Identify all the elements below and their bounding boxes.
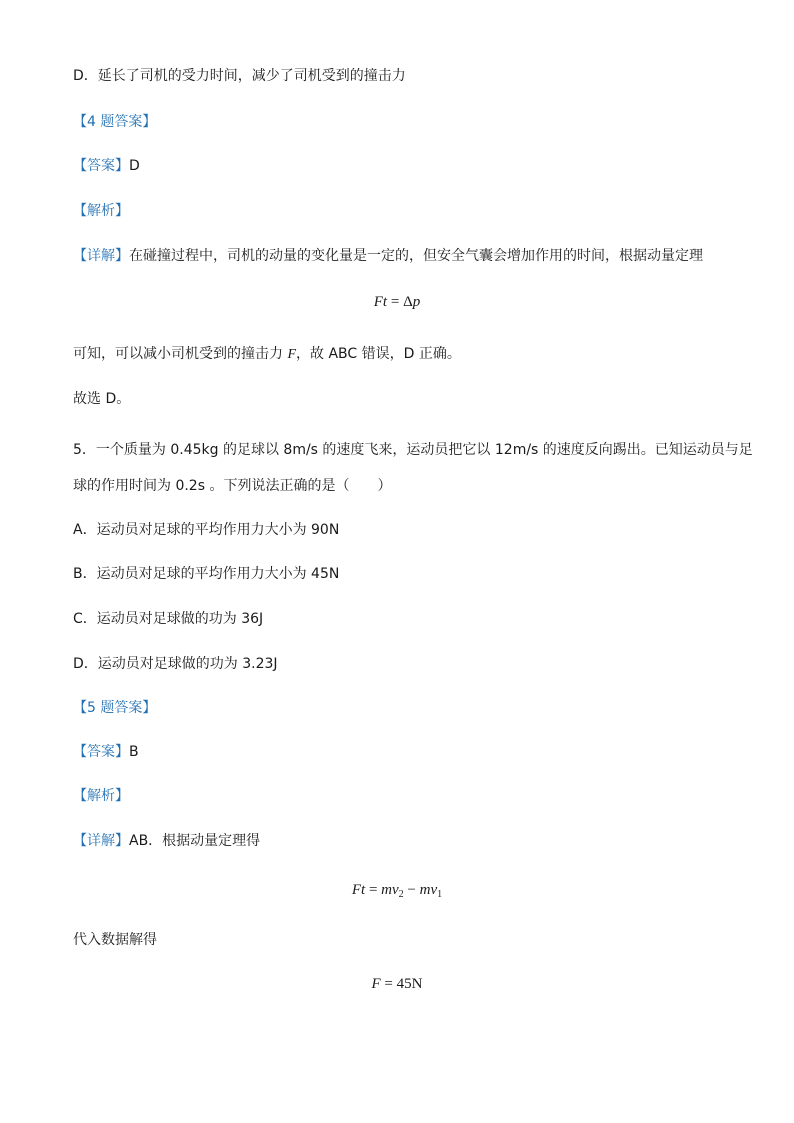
q5-f2-lhs: F	[371, 976, 381, 992]
q4-formula-delta: Δ	[403, 294, 413, 310]
q5-f1-sub1: 2	[398, 889, 404, 900]
q5-detail	[73, 831, 260, 851]
q4-detail	[73, 246, 703, 266]
q5-detail-text: AB．根据动量定理得	[129, 833, 261, 849]
q5-substitute: 代入数据解得	[73, 932, 157, 948]
q5-analysis-tag: 【解析】	[73, 788, 129, 804]
q5-f1-lhs: Ft	[351, 882, 366, 898]
q4-conclusion-b: ，故 ABC 错误，D 正确。	[296, 346, 461, 362]
q4-analysis-tag: 【解析】	[73, 203, 129, 219]
prev-option-d: D．延长了司机的受力时间，减少了司机受到的撞击力	[73, 68, 406, 84]
q5-option-a: A．运动员对足球的平均作用力大小为 90N	[73, 522, 340, 538]
q4-formula-p: p	[412, 294, 421, 310]
q4-answer	[73, 156, 140, 176]
q4-answer-value: D	[129, 158, 140, 174]
q5-f1-term1: mv	[381, 882, 399, 898]
q5-option-c: C．运动员对足球做的功为 36J	[73, 611, 264, 627]
q5-answer-tag: 【5 题答案】	[73, 700, 157, 716]
q5-f2-eq: =	[380, 976, 397, 992]
q5-f1-sub2: 1	[437, 889, 443, 900]
q4-answer-label: 【答案】	[73, 158, 129, 174]
q5-answer-label: 【答案】	[73, 744, 129, 760]
q5-f1-term2: mv	[419, 882, 438, 898]
q5-stem-line2: 球的作用时间为 0.2s 。下列说法正确的是（ ）	[73, 478, 392, 494]
q4-detail-label: 【详解】	[73, 248, 129, 264]
q4-select: 故选 D。	[73, 391, 131, 407]
q5-f1-eq: =	[365, 882, 382, 898]
q5-detail-label: 【详解】	[73, 833, 129, 849]
q5-option-b: B．运动员对足球的平均作用力大小为 45N	[73, 566, 340, 582]
q4-answer-tag: 【4 题答案】	[73, 114, 157, 130]
q4-conclusion-a: 可知，可以减小司机受到的撞击力	[73, 346, 288, 362]
q4-formula-lhs: Ft	[373, 294, 388, 310]
q5-formula-1	[0, 880, 794, 905]
q5-answer	[73, 742, 139, 762]
q5-f1-minus: −	[403, 882, 420, 898]
q5-answer-value: B	[129, 744, 139, 760]
q5-formula-2	[0, 974, 794, 994]
q5-f2-rhs: 45N	[396, 976, 423, 992]
q4-conclusion-var: F	[287, 347, 297, 362]
q4-formula	[0, 292, 794, 312]
q4-formula-eq: =	[387, 294, 404, 310]
q5-stem-line1: 5．一个质量为 0.45kg 的足球以 8m/s 的速度飞来，运动员把它以 12m/s 的速度反向踢出。已知运动员与足	[73, 442, 753, 458]
q5-option-d: D．运动员对足球做的功为 3.23J	[73, 656, 278, 672]
q4-conclusion	[73, 344, 461, 365]
q4-detail-text: 在碰撞过程中，司机的动量的变化量是一定的，但安全气囊会增加作用的时间，根据动量定理	[129, 248, 703, 264]
